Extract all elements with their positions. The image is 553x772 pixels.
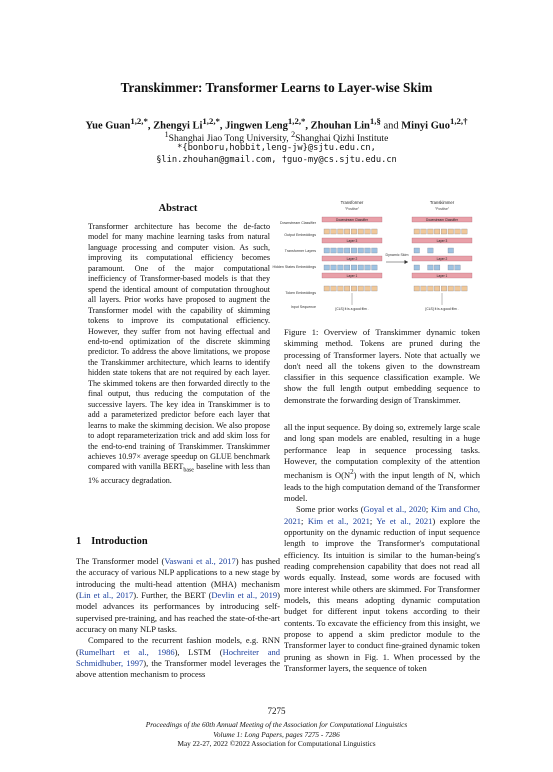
token-embedding [365,286,371,291]
citation-link[interactable]: Lin et al., 2017 [78,590,134,601]
paragraph [284,422,480,504]
classifier-label: Downstream Classifier [426,217,458,222]
token-embedding [324,286,330,291]
affiliation-mark: 1 [164,130,169,139]
hidden-state [448,265,454,270]
output-embedding [324,229,330,234]
citation-link[interactable]: Kim and Cho, 2021 [284,504,480,526]
text-run: The Transformer model ( [76,556,165,566]
figure-axis-label: Token Embeddings [285,291,316,295]
token-embedding [358,286,364,291]
citation-link[interactable]: Goyal et al., 2020 [363,504,426,515]
hidden-state [414,265,420,270]
hidden-state [324,265,330,270]
footer-line: Volume 1: Long Papers, pages 7275 - 7286 [213,729,340,739]
token-embedding [338,286,344,291]
author-name: Jingwen Leng [225,120,288,132]
footer-line: May 22-27, 2022 ©2022 Association for Computational Linguistics [177,739,376,749]
hidden-state [351,265,357,270]
input-tokens: [CLS] It is a good film . [425,307,459,311]
text-run: ) explore the opportunity on the dynamic reduction of input sequence length to improve the Transformer's computational efficiency. Its intuition is similar to the human-being's reading comprehension capability that does not read all words equally. Instead, some words are focused with more interest while others are skimmed. For Transformer models, this means adopting dynamic computation budget for different input tokens according to their contents. To excavate the efficiency from this insight, we propose to append a skim predictor module to the Transformer layer to conduct fine-grained dynamic token pruning as shown in Fig. 1. When processed by the Transformer layers, the sequence of token [284,515,480,674]
author-name: Zhengyi Li [153,120,203,132]
output-embedding [455,229,461,234]
output-embedding [365,229,371,234]
hidden-state [372,265,378,270]
figure-axis-label: Downstream Classifier [280,221,316,225]
token-embedding [462,286,468,291]
footer-line: Proceedings of the 60th Annual Meeting of the Association for Computational Linguistics [145,720,408,729]
output-embedding [434,229,440,234]
token-embedding [372,286,378,291]
hidden-state [344,265,350,270]
layer-label: Layer 1 [346,273,358,278]
author-name: Zhouhan Lin [310,120,370,132]
abstract-subscript: base [183,468,194,475]
hidden-state [372,248,378,253]
figure-axis-label: Input Sequence [290,305,316,309]
token-embedding [434,286,440,291]
hidden-state [324,248,330,253]
email-line: §lin.zhouhan@gmail.com, †guo-my@cs.sjtu.edu.cn [156,155,397,165]
author-name: Minyi Guo [401,120,450,132]
hidden-state [358,248,364,253]
author-mark: 1,§ [369,116,381,126]
hidden-state [338,265,344,270]
text-run: ), the Transformer model leverages the above attention mechanism to process [76,658,280,680]
hidden-state [338,248,344,253]
text-run: all the input sequence. By doing so, extremely large scale and long span models are enabled, resulting in a huge performance leap in sequence processing tasks. However, the computation complexity of the attention mechanism is O(N [284,422,480,481]
token-embedding [455,286,461,291]
output-embedding [358,229,364,234]
output-embedding [351,229,357,234]
text-run: Some prior works ( [296,504,364,515]
superscript: 2 [350,468,354,477]
figure-panel-title: Transkimmer [429,200,455,205]
hidden-state [428,265,434,270]
text-run: ) with the input length of N, which leads to the high computation demand of the Transformer model. [284,470,480,503]
arrow-head-icon [405,260,409,264]
token-embedding [414,286,420,291]
citation-link[interactable]: Ye et al., 2021 [376,515,433,526]
classifier-label: Downstream Classifier [336,217,368,222]
text-run: Compared to the recurrent fashion models, e.g. RNN ( [76,635,280,657]
hidden-state [365,248,371,253]
token-embedding [421,286,427,291]
citation-link[interactable]: Kim et al., 2021 [307,515,370,526]
token-embedding [344,286,350,291]
output-embedding [338,229,344,234]
citation-link[interactable]: Devlin et al., 2019 [211,590,278,601]
author-conjunction: and [383,120,399,132]
hidden-state [351,248,357,253]
hidden-state [358,265,364,270]
figure-axis-label: Transformer Layers [284,249,316,253]
dynamic-skim-label: Dynamic Skim [385,253,409,257]
proceedings-footer [0,720,553,749]
output-embedding [331,229,337,234]
abstract-text: baseline with less than 1% accuracy degradation. [88,462,271,486]
output-embedding [428,229,434,234]
output-embedding [421,229,427,234]
output-embedding [441,229,447,234]
figure-output-label: "Positive" [344,207,360,211]
figure-output-label: "Positive" [434,207,450,211]
page-number: 7275 [267,706,286,716]
figure-axis-label: Output Embeddings [284,233,316,237]
paper-title: Transkimmer: Transformer Learns to Layer-wise Skim [120,80,433,95]
output-embedding [372,229,378,234]
text-run: ; [301,515,308,526]
text-run: ; [425,504,431,515]
author-name: Yue Guan [85,120,131,132]
text-run: ). Further, the BERT ( [133,590,212,601]
text-run: ), LSTM ( [174,646,223,657]
input-tokens: [CLS] It is a good film . [335,307,369,311]
section-number: 1 [76,536,82,547]
hidden-state [448,248,454,253]
paragraph [284,504,480,674]
hidden-state [455,265,461,270]
affiliation-institution: Shanghai Jiao Tong University, [168,133,292,145]
token-embedding [428,286,434,291]
layer-label: Layer 2 [436,256,448,261]
token-embedding [351,286,357,291]
text-run: ) model advances its performances by introducing self-supervised pre-training, and has reached the state-of-the-art accuracy on many NLP tasks. [76,590,281,635]
hidden-state [331,248,337,253]
text-run: ; [369,515,377,526]
section-title: Introduction [91,536,148,547]
author-mark: 1,2,* [287,116,306,126]
affiliation-mark: 2 [291,130,296,139]
affiliation-institution: Shanghai Qizhi Institute [295,133,389,145]
layer-label: Layer 3 [436,238,448,243]
output-embedding [462,229,468,234]
hidden-state [434,265,440,270]
right-column-text [284,422,480,674]
left-column-text [76,556,280,681]
layer-label: Layer 1 [436,273,448,278]
figure-caption: Figure 1: Overview of Transkimmer dynamic token skimming method. Tokens are pruned during the processing of Transformer layers. Note that actually we don't need all the tokens given to the downstream classifier in this sequence classification example. We show the full length output embedding sequence to demonstrate the forwarding design of Transkimmer. [284,327,480,405]
section-heading [76,536,158,547]
abstract-text: Transformer architecture has become the de-facto model for many machine learning tasks from natural language processing and computer vision. As such, improving its computational efficiency becomes paramount. One of the major computational inefficiency of Transformer-based models is that they spend the identical amount of computation throughout all layers. Prior works have proposed to augment the Transformer model with the capability of skimming tokens to improve its computational efficiency. However, they suffer from not having effectual and end-to-end optimization of the discrete skimming predictor. To address the above limitations, we propose the Transkimmer architecture, which learns to identify hidden state tokens that are not required by each layer. The skimmed tokens are then forwarded directly to the final output, thus reducing the computation of the successive layers. The key idea in Transkimmer is to add a parameterized predictor before each layer that learns to make the skimming decision. We also propose to adopt reparameterization trick and add skim loss for the end-to-end training of Transkimmer. Transkimmer achieves 10.97× average speedup on GLUE benchmark compared with vanilla BERT [88,222,270,472]
layer-label: Layer 2 [346,256,358,261]
author-list: Yue Guan$^{1,2,*}$, Zhengyi $Li^{1,2,*}$, Jingwen Leng$^{1,2,*}$, Zhouhan Lin$^{1,\S}$ and Minyi Guo$^{1,2,\dagger}$ [85,116,468,132]
output-embedding [448,229,454,234]
author-mark: 1,2,* [130,116,148,126]
token-embedding [441,286,447,291]
email-line: *{bonboru,hobbit,leng-jw}@sjtu.edu.cn, [177,143,376,153]
author-mark: 1,2,* [202,116,220,126]
abstract-body [88,222,270,487]
figure-1 [272,198,480,320]
citation-link[interactable]: Vaswani et al., 2017 [164,556,236,566]
citation-link[interactable]: Rumelhart et al., 1986 [78,646,175,657]
hidden-state [428,248,434,253]
token-embedding [448,286,454,291]
paragraph [76,635,280,680]
paragraph [76,556,280,635]
author-mark: 1,2,† [449,116,468,126]
text-run: ) has pushed the accuracy of various NLP applications to a new stage by introducing the multi-head attention (MHA) mechanism ( [76,556,280,601]
citation-link[interactable]: Hochreiter and Schmidhuber, 1997 [76,646,280,669]
figure-axis-label: Hidden States Embeddings [272,265,316,269]
hidden-state [344,248,350,253]
output-embedding [344,229,350,234]
figure-panel-title: Transformer [340,200,364,205]
token-embedding [331,286,337,291]
output-embedding [414,229,420,234]
hidden-state [331,265,337,270]
layer-label: Layer 3 [346,238,358,243]
abstract-heading: Abstract [158,203,198,214]
hidden-state [365,265,371,270]
hidden-state [414,248,420,253]
